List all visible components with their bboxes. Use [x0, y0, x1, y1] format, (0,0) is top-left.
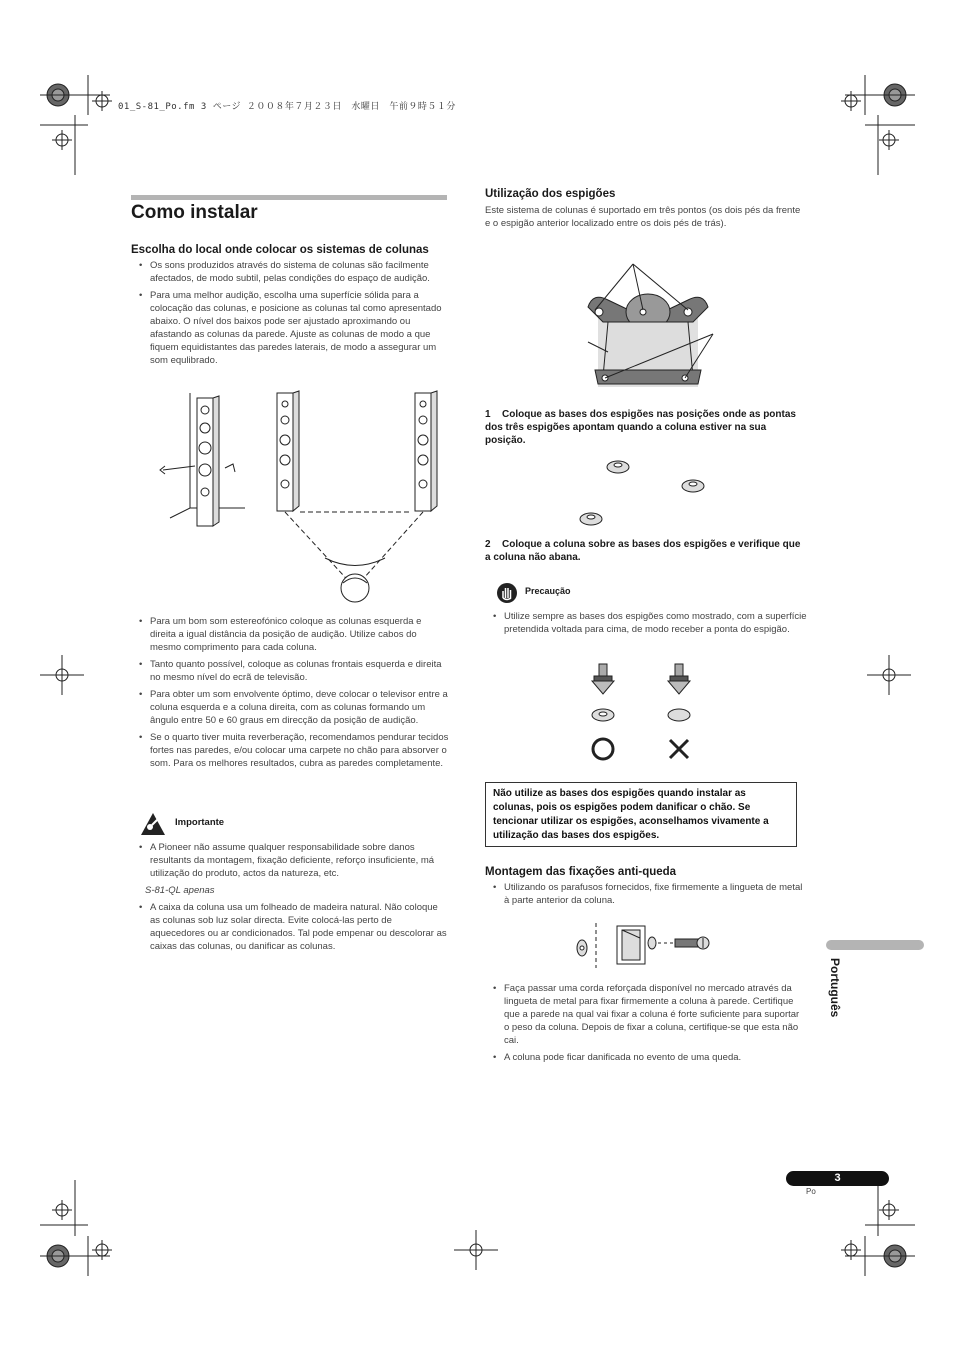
list-item: • Utilizando os parafusos fornecidos, fixe firmemente a lingueta de metal à parte anterior da coluna. [485, 881, 807, 907]
step-text: Coloque as bases dos espigões nas posições onde as pontas dos três espigões apontam quando a coluna estiver na sua posição. [485, 409, 796, 446]
speaker-placement-illustration [155, 388, 450, 608]
important-icon [140, 812, 166, 836]
spike-usage-illustration [580, 660, 710, 765]
section-heading-placement: Escolha do local onde colocar os sistemas de colunas [131, 244, 429, 256]
caution-bullets [485, 610, 807, 640]
important-label: Importante [175, 817, 225, 828]
speaker-base-illustration [583, 262, 718, 390]
caution-hand-icon [496, 582, 518, 604]
important-bullets [131, 841, 449, 884]
list-item: • Para obter um som envolvente óptimo, deve colocar o televisor entre a coluna esquerda e a coluna direita, com as colunas formando um ângulo entre 50 e 60 graus em direcção da posição de audição. [131, 688, 449, 727]
list-item: • Se o quarto tiver muita reverberação, recomendamos pendurar tecidos fortes nas paredes, e/ou colocar uma carpete no chão para absorver o som. Para os melhores resultados, cubra as paredes completamente. [131, 731, 449, 770]
language-label [828, 958, 844, 1038]
caution-label: Precaução [525, 586, 571, 596]
warning-box: Não utilize as bases dos espigões quando instalar as colunas, pois os espigões podem danificar o chão. Se tencionar utilizar os espigões, aconselhamos vivamente a utilização das bases dos espigões. [485, 782, 797, 847]
title-bar [131, 195, 447, 200]
spike-bases-illustration [575, 455, 710, 530]
step-number: 2 [485, 539, 491, 550]
list-item: • Utilize sempre as bases dos espigões como mostrado, com a superfície pretendida voltada para cima, de modo receber a ponta do espigão. [485, 610, 807, 636]
model-note: S-81-QL apenas [145, 885, 215, 896]
bracket-illustration [570, 918, 715, 973]
section-heading-spikes: Utilização dos espigões [485, 188, 616, 200]
file-meta-header: 01_S-81_Po.fm 3 ページ ２００８年７月２３日 水曜日 午前９時５１分 [118, 102, 456, 112]
list-item: • Faça passar uma corda reforçada disponível no mercado através da lingueta de metal para fixar firmemente a coluna à parede. Certifique que a parede na qual vai fixar a coluna é forte suficiente para suportar o peso da coluna. Depois de fixar a coluna, certifique-se que esta não cai. [485, 982, 807, 1047]
section-heading-antifall: Montagem das fixações anti-queda [485, 866, 677, 878]
language-label-text: Português [828, 958, 842, 1018]
list-item: • A Pioneer não assume qualquer responsabilidade sobre danos resultants da montagem, fixação deficiente, reforço insuficiente, má utilização do produto, actos da natureza, etc. [131, 841, 449, 880]
page-language-code: Po [806, 1187, 816, 1196]
placement-bullets [131, 259, 449, 371]
language-tab [826, 940, 924, 950]
page-number: 3 [786, 1171, 889, 1186]
antifall-bullets-2 [485, 982, 807, 1068]
stereo-bullets [131, 615, 449, 774]
step-text: Coloque a coluna sobre as bases dos espigões e verifique que a coluna não abana. [485, 539, 801, 563]
step-1 [485, 408, 805, 447]
list-item: • Os sons produzidos através do sistema de colunas são facilmente afectados, de modo subtil, pelas condições do espaço de audição. [131, 259, 449, 285]
antifall-bullets [485, 881, 807, 911]
important-bullets-2 [131, 901, 449, 957]
list-item: • A coluna pode ficar danificada no evento de uma queda. [485, 1051, 807, 1064]
list-item: • Para um bom som estereofónico coloque as colunas esquerda e direita a igual distância da posição de audição. Utilize cabos do mesmo comprimento para cada coluna. [131, 615, 449, 654]
page-title: Como instalar [131, 202, 258, 223]
list-item: • Tanto quanto possível, coloque as colunas frontais esquerda e direita no mesmo nível do ecrã de televisão. [131, 658, 449, 684]
step-2 [485, 538, 805, 564]
step-number: 1 [485, 409, 491, 420]
spikes-intro: Este sistema de colunas é suportado em três pontos (os dois pés da frente e o espigão anterior localizado entre os dois pés de trás). [485, 205, 801, 229]
list-item: • Para uma melhor audição, escolha uma superfície sólida para a colocação das colunas, e posicione as colunas tal como apresentado abaixo. O nível dos baixos pode ser ajustado aproximando ou afastando as colunas da parede. Ajuste as colunas de modo a que fiquem equidistantes das paredes laterais, de modo a assegurar um som equlibrado. [131, 289, 449, 367]
list-item: • A caixa da coluna usa um folheado de madeira natural. Não coloque as colunas sob luz solar directa. Evite colocá-las perto de aquecedores ou ar condicionados. Tal pode empenar ou descolorar as caixas das colunas, ou danificar as colunas. [131, 901, 449, 953]
